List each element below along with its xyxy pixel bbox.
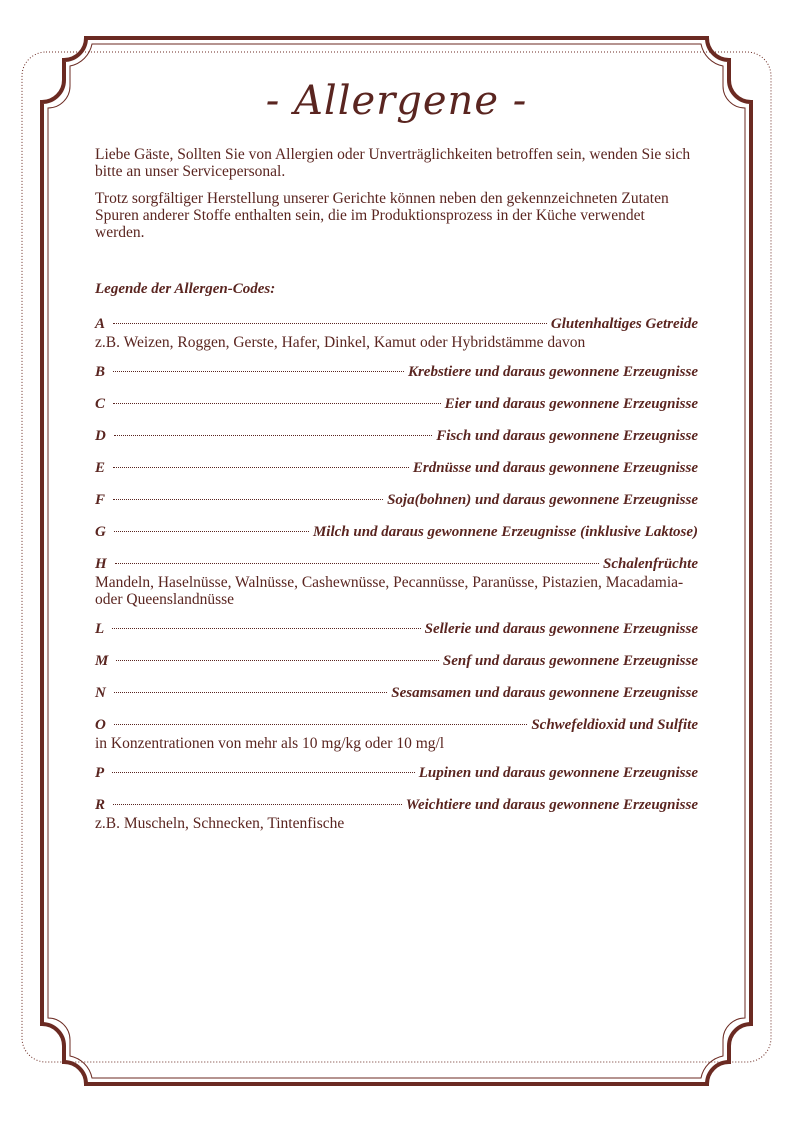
allergen-description: Fisch und daraus gewonnene Erzeugnisse [436, 428, 698, 444]
allergen-description: Weichtiere und daraus gewonnene Erzeugnisse [405, 797, 698, 813]
legend-heading: Legende der Allergen-Codes: [95, 281, 276, 297]
dot-leader [113, 499, 383, 500]
dot-leader [113, 403, 441, 404]
intro-paragraph: Liebe Gäste, Sollten Sie von Allergien oder Unverträglichkeiten betroffen sein, wenden Sie sich bitte an unser Servicepersonal. [95, 146, 691, 180]
allergen-entry-a [95, 314, 698, 351]
allergen-code: G [95, 524, 106, 540]
allergen-code: F [95, 492, 106, 508]
allergen-code: L [95, 621, 105, 637]
allergen-code: M [95, 653, 109, 669]
allergen-note: z.B. Weizen, Roggen, Gerste, Hafer, Dinkel, Kamut oder Hybridstämme davon [95, 334, 586, 351]
allergen-entry-b [95, 362, 698, 383]
allergen-description: Sellerie und daraus gewonnene Erzeugnisse [424, 621, 698, 637]
allergen-code: H [95, 556, 107, 572]
allergen-list [95, 314, 698, 832]
allergen-description: Schalenfrüchte [602, 556, 698, 572]
allergen-line [95, 522, 698, 543]
dot-leader [113, 467, 409, 468]
dot-leader [113, 371, 404, 372]
allergen-line [95, 458, 698, 479]
allergen-description: Soja(bohnen) und daraus gewonnene Erzeugnisse [387, 492, 698, 508]
allergen-entry-l [95, 619, 698, 640]
dot-leader [115, 563, 599, 564]
dot-leader [113, 323, 547, 324]
page-title: - Allergene - [265, 78, 528, 124]
allergen-entry-e [95, 458, 698, 479]
allergen-entry-r [95, 795, 698, 832]
allergen-entry-p [95, 763, 698, 784]
allergen-description: Senf und daraus gewonnene Erzeugnisse [442, 653, 698, 669]
allergen-code: A [95, 316, 106, 332]
allergen-code: E [95, 460, 106, 476]
allergen-line [95, 763, 698, 784]
allergen-description: Krebstiere und daraus gewonnene Erzeugnisse [407, 364, 698, 380]
allergen-note: in Konzentrationen von mehr als 10 mg/kg oder 10 mg/l [95, 735, 445, 752]
allergen-line [95, 394, 698, 415]
allergen-code: P [95, 765, 105, 781]
allergen-description: Milch und daraus gewonnene Erzeugnisse (inklusive Laktose) [312, 524, 698, 540]
allergen-line [95, 683, 698, 704]
allergen-line [95, 362, 698, 383]
allergen-line [95, 426, 698, 447]
allergen-description: Sesamsamen und daraus gewonnene Erzeugnisse [391, 685, 698, 701]
allergen-entry-g [95, 522, 698, 543]
allergen-description: Schwefeldioxid und Sulfite [531, 717, 698, 733]
allergen-line [95, 490, 698, 511]
allergen-entry-o [95, 715, 698, 752]
allergen-entry-d [95, 426, 698, 447]
allergen-description: Erdnüsse und daraus gewonnene Erzeugnisse [412, 460, 698, 476]
allergen-note: z.B. Muscheln, Schnecken, Tintenfische [95, 815, 345, 832]
allergen-line [95, 314, 698, 335]
allergen-code: N [95, 685, 106, 701]
dot-leader [116, 660, 439, 661]
allergen-entry-m [95, 651, 698, 672]
allergen-line [95, 795, 698, 816]
allergen-entry-h [95, 554, 698, 608]
allergen-description: Eier und daraus gewonnene Erzeugnisse [444, 396, 698, 412]
dot-leader [114, 531, 309, 532]
allergen-code: D [95, 428, 106, 444]
allergen-entry-c [95, 394, 698, 415]
allergen-code: B [95, 364, 106, 380]
allergen-code: R [95, 797, 106, 813]
dot-leader [114, 435, 432, 436]
dot-leader [112, 772, 415, 773]
allergen-line [95, 619, 698, 640]
intro-paragraph: Trotz sorgfältiger Herstellung unserer Gerichte können neben den gekennzeichneten Zutaten Spuren anderer Stoffe enthalten sein, die im Produktionsprozess in der Küche verwendet werden. [95, 190, 669, 241]
allergen-code: O [95, 717, 106, 733]
dot-leader [112, 628, 420, 629]
allergen-line [95, 651, 698, 672]
allergen-description: Glutenhaltiges Getreide [550, 316, 698, 332]
allergen-entry-f [95, 490, 698, 511]
allergen-description: Lupinen und daraus gewonnene Erzeugnisse [418, 765, 698, 781]
dot-leader [114, 724, 527, 725]
allergen-line [95, 715, 698, 736]
content [95, 146, 698, 843]
dot-leader [113, 804, 402, 805]
allergen-code: C [95, 396, 106, 412]
allergen-line [95, 554, 698, 575]
allergen-entry-n [95, 683, 698, 704]
dot-leader [114, 692, 387, 693]
allergen-note: Mandeln, Haselnüsse, Walnüsse, Cashewnüsse, Pecannüsse, Paranüsse, Pistazien, Macadamia- oder Queenslandnüsse [95, 574, 684, 608]
